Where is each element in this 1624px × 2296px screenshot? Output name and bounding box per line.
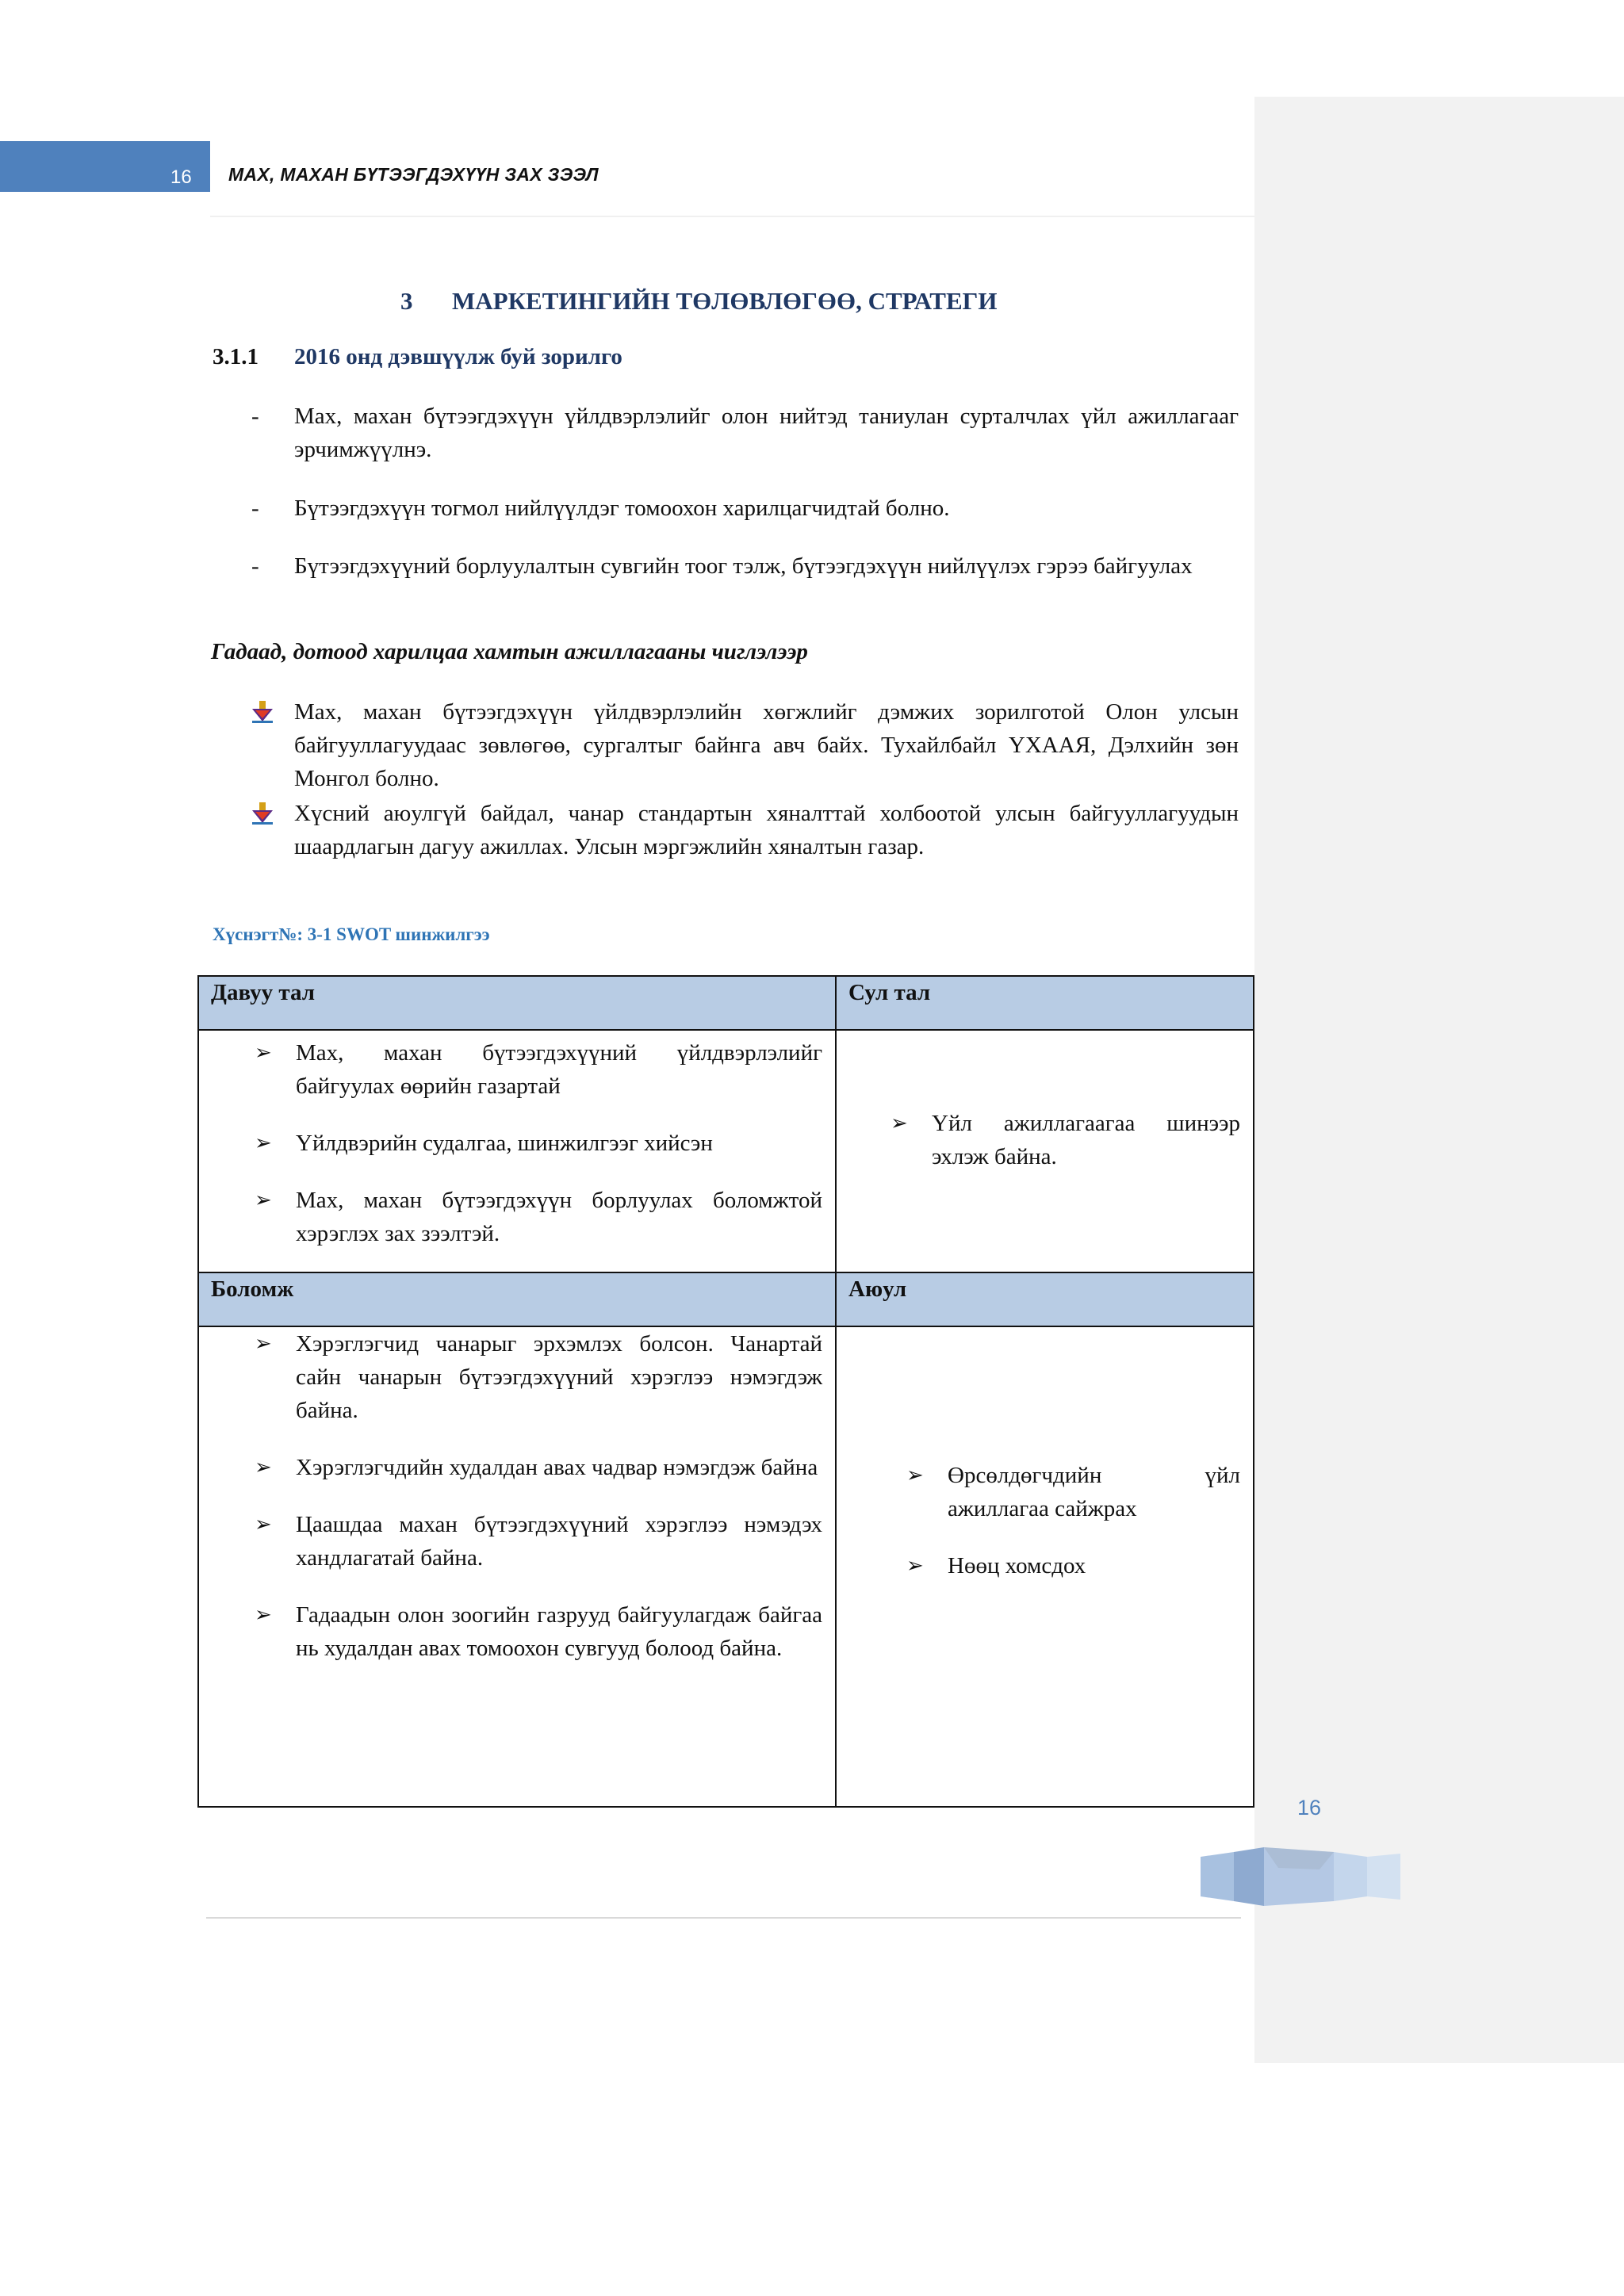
- header-page-number: 16: [170, 166, 192, 188]
- section-number: 3.1.1: [213, 344, 259, 369]
- swot-table: [197, 975, 1254, 1808]
- list-item: ➢ Цаашдаа махан бүтээгдэхүүний хэрэглээ нэмэдэх хандлагатай байна.: [296, 1508, 822, 1575]
- footer-ribbon-icon: [1201, 1846, 1400, 1908]
- weaknesses-header: Сул тал: [836, 976, 1254, 1030]
- arrow-bullet-icon: ➢: [891, 1112, 908, 1135]
- dash-marker: -: [251, 404, 259, 429]
- list-item: ➢ Нөөц хомсдох: [948, 1549, 1240, 1582]
- threats-cell: [836, 1326, 1254, 1807]
- arrow-bullet-icon: ➢: [255, 1188, 272, 1212]
- opportunities-cell: [198, 1326, 836, 1807]
- arrow-bullet-icon: ➢: [255, 1041, 272, 1065]
- strengths-cell: [198, 1030, 836, 1272]
- strengths-header: Давуу тал: [198, 976, 836, 1030]
- cooperation-item-1: Мах, махан бүтээгдэхүүн үйлдвэрлэлийн хөгжлийг дэмжих зорилготой Олон улсын байгууллагуудаас зөвлөгөө, сургалтыг байнга авч байх. Тухайлбайл ҮХААЯ, Дэлхийн зөн Монгол болно.: [294, 699, 1239, 791]
- dash-marker: -: [251, 553, 259, 579]
- down-arrow-bullet-icon: [252, 701, 273, 723]
- arrow-bullet-icon: ➢: [255, 1131, 272, 1155]
- weaknesses-list: [891, 1107, 1240, 1173]
- chapter-number: 3: [400, 287, 413, 315]
- cooperation-item-2: Хүсний аюулгүй байдал, чанар стандартын хяналттай холбоотой улсын байгууллагуудын шаардлагын дагуу ажиллах. Улсын мэргэжлийн хяналтын газар.: [294, 801, 1239, 859]
- down-arrow-bullet-icon: [252, 802, 273, 825]
- threats-list: [906, 1459, 1240, 1582]
- arrow-bullet-icon: ➢: [906, 1464, 924, 1487]
- arrow-bullet-icon: ➢: [906, 1554, 924, 1578]
- strengths-list: [255, 1036, 822, 1250]
- list-item: ➢ Үйл ажиллагаагаа шинээр эхлэж байна.: [932, 1107, 1240, 1173]
- list-item: ➢ Мах, махан бүтээгдэхүүн борлуулах боломжтой хэрэглэх зах зээлтэй.: [296, 1184, 822, 1250]
- section-heading: [213, 344, 622, 370]
- list-item: ➢ Мах, махан бүтээгдэхүүний үйлдвэрлэлийг байгуулах өөрийн газартай: [296, 1036, 822, 1103]
- goal-item-3: Бүтээгдэхүүний борлуулалтын сувгийн тоог тэлж, бүтээгдэхүүн нийлүүлэх гэрээ байгуулах: [294, 553, 1193, 579]
- list-item: ➢ Хэрэглэгчдийн худалдан авах чадвар нэмэгдэж байна: [296, 1451, 822, 1484]
- list-item: ➢ Өрсөлдөгчдийн үйл ажиллагаа сайжрах: [948, 1459, 1240, 1525]
- dash-marker: -: [251, 496, 259, 521]
- arrow-bullet-icon: ➢: [255, 1332, 272, 1356]
- running-title: МАХ, МАХАН БҮТЭЭГДЭХҮҮН ЗАХ ЗЭЭЛ: [228, 164, 599, 185]
- list-item: ➢ Хэрэглэгчид чанарыг эрхэмлэх болсон. Чанартай сайн чанарын бүтээгдэхүүний хэрэглээ нэмэгдэж байна.: [296, 1327, 822, 1427]
- chapter-heading: [400, 287, 998, 316]
- list-item: ➢ Үйлдвэрийн судалгаа, шинжилгээг хийсэн: [296, 1127, 822, 1160]
- footer-rule: [206, 1917, 1241, 1919]
- footer-page-number: 16: [1297, 1796, 1322, 1820]
- comment-pane: [1254, 97, 1624, 2063]
- weaknesses-cell: [836, 1030, 1254, 1272]
- section-title: 2016 онд дэвшүүлж буй зорилго: [294, 344, 622, 369]
- arrow-bullet-icon: ➢: [255, 1456, 272, 1479]
- opportunities-header: Боломж: [198, 1272, 836, 1326]
- list-item: ➢ Гадаадын олон зоогийн газрууд байгуулагдаж байгаа нь худалдан авах томоохон сувгууд болоод байна.: [296, 1598, 822, 1665]
- arrow-bullet-icon: ➢: [255, 1603, 272, 1627]
- threats-header: Аюул: [836, 1272, 1254, 1326]
- header-rule: [210, 216, 1254, 217]
- goal-item-1: Мах, махан бүтээгдэхүүн үйлдвэрлэлийг олон нийтэд таниулан сурталчлах үйл ажиллагааг эрчимжүүлнэ.: [294, 404, 1239, 462]
- chapter-title: МАРКЕТИНГИЙН ТӨЛӨВЛӨГӨӨ, СТРАТЕГИ: [452, 287, 998, 315]
- opportunities-list: [255, 1327, 822, 1665]
- cooperation-heading: Гадаад, дотоод харилцаа хамтын ажиллагааны чиглэлээр: [211, 639, 808, 664]
- table-caption: Хүснэгт№: 3-1 SWOT шинжилгээ: [213, 924, 490, 944]
- goal-item-2: Бүтээгдэхүүн тогмол нийлүүлдэг томоохон харилцагчидтай болно.: [294, 496, 950, 521]
- arrow-bullet-icon: ➢: [255, 1513, 272, 1536]
